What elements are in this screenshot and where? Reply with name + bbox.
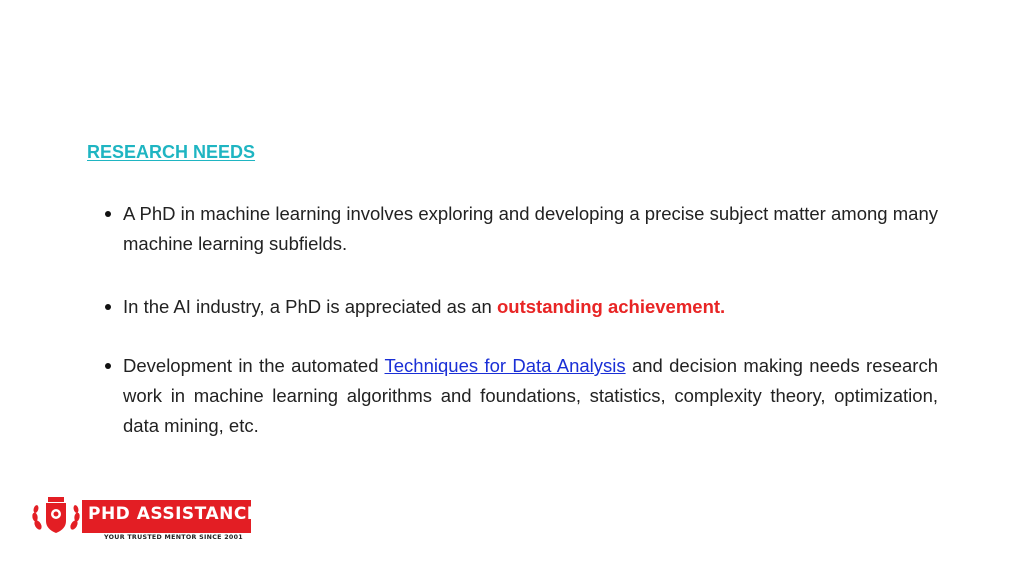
bullet-item xyxy=(104,292,938,322)
data-analysis-link[interactable]: Techniques for Data Analysis xyxy=(384,355,626,376)
bullet-item xyxy=(104,199,938,259)
highlighted-text: outstanding achievement. xyxy=(496,296,726,317)
bullet-text: In the AI industry, a PhD is appreciated as an xyxy=(123,296,497,317)
bullet-text: A PhD in machine learning involves exploring and developing a precise subject matter among many machine learning subfields. xyxy=(123,203,938,254)
laurel-crest-icon xyxy=(30,497,82,537)
bullet-text: Development in the automated xyxy=(123,355,385,376)
bullet-list xyxy=(104,199,938,441)
brand-logo xyxy=(30,497,259,545)
bullet-item xyxy=(104,351,938,441)
logo-tagline: YOUR TRUSTED MENTOR SINCE 2001 xyxy=(104,534,243,541)
section-heading: RESEARCH NEEDS xyxy=(87,142,256,162)
logo-brand-text: PHD ASSISTANCE xyxy=(88,504,259,524)
bullet-text: and decision making needs research work in machine learning algorithms and foundations, statistics, complexity theory, optimization, data mining, etc. xyxy=(123,355,939,436)
